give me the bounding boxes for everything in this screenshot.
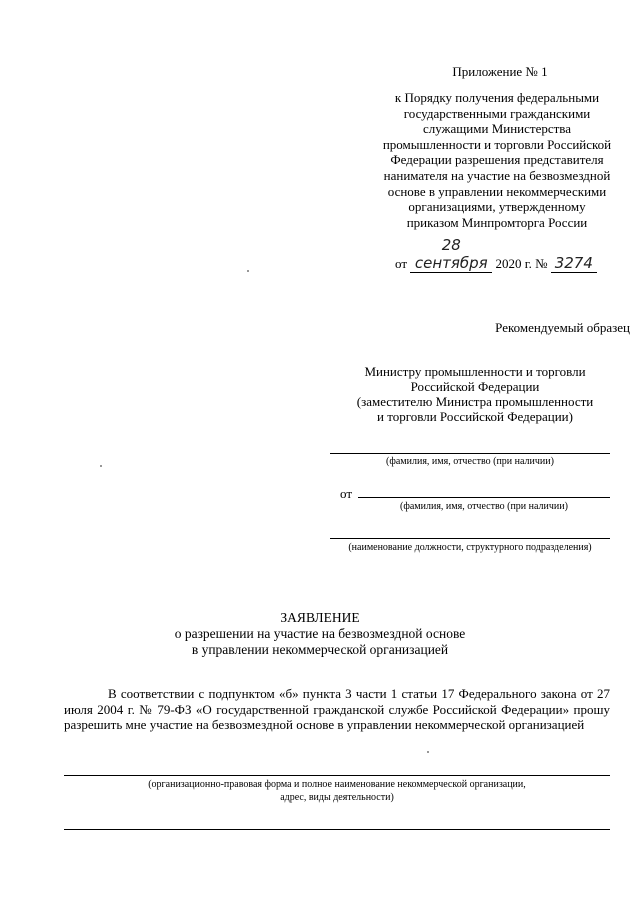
addressee-line: Министру промышленности и торговли <box>364 364 586 379</box>
appendix-line: государственными гражданскими <box>403 105 591 121</box>
appendix-line: к Порядку получения федеральными <box>394 90 600 105</box>
recommended-sample-label: Рекомендуемый образец <box>495 320 630 335</box>
addressee-line: и торговли Российской Федерации) <box>377 409 573 424</box>
addressee-line: (заместителю Министра промышленности <box>356 394 594 409</box>
appendix-line: организациями, утвержденному <box>408 199 586 215</box>
appendix-line: основе в управлении некоммерческими <box>387 183 607 199</box>
org-caption-2: адрес, виды деятельности) <box>280 792 394 803</box>
statement-body: В соответствии с подпунктом «б» пункта 3 части 1 статьи 17 Федерального закона от 27 июля 2004 г. № 79-ФЗ «О государственной гражданской службе Российской Федерации» прошу разрешить мне участие на безвозмездной основе в управлении некоммерческой организацией <box>64 686 610 732</box>
appendix-line: нанимателя на участие на безвозмездной <box>383 167 611 183</box>
statement-heading: ЗАЯВЛЕНИЕ <box>280 610 360 625</box>
date-prefix: от <box>395 256 408 271</box>
fio-caption-2: (фамилия, имя, отчество (при наличии) <box>400 501 568 512</box>
scan-speck <box>427 751 429 753</box>
appendix-line: Федерации разрешения представителя <box>390 152 604 168</box>
scan-speck <box>247 270 249 272</box>
statement-subtitle: о разрешении на участие на безвозмездной основе <box>174 626 466 641</box>
addressee-block <box>340 364 610 424</box>
position-blank-line <box>330 538 610 539</box>
appendix-line: промышленности и торговли Российской <box>382 136 612 152</box>
appendix-line: служащими Министерства <box>422 121 572 137</box>
order-date-line <box>395 236 631 272</box>
statement-title-block <box>60 610 580 658</box>
fio-blank-line-2 <box>358 497 610 498</box>
org-blank-line-1 <box>64 775 610 776</box>
scan-speck <box>100 465 102 467</box>
statement-subtitle: в управлении некоммерческой организацией <box>191 642 449 657</box>
addressee-line: Российской Федерации <box>410 379 540 394</box>
handwritten-number: 3274 <box>551 254 597 273</box>
appendix-description <box>368 90 626 230</box>
position-caption: (наименование должности, структурного подразделения) <box>348 542 592 553</box>
org-caption-1: (организационно-правовая форма и полное наименование некоммерческой организации, <box>148 779 526 790</box>
fio-caption-1: (фамилия, имя, отчество (при наличии) <box>386 456 554 467</box>
from-label: от <box>340 486 353 501</box>
appendix-title: Приложение № 1 <box>452 64 548 79</box>
org-blank-line-2 <box>64 829 610 830</box>
date-year: 2020 г. № <box>495 256 548 271</box>
handwritten-date: 28 сентября <box>410 236 492 273</box>
appendix-line: приказом Минпромторга России <box>406 214 588 230</box>
fio-blank-line-1 <box>330 453 610 454</box>
